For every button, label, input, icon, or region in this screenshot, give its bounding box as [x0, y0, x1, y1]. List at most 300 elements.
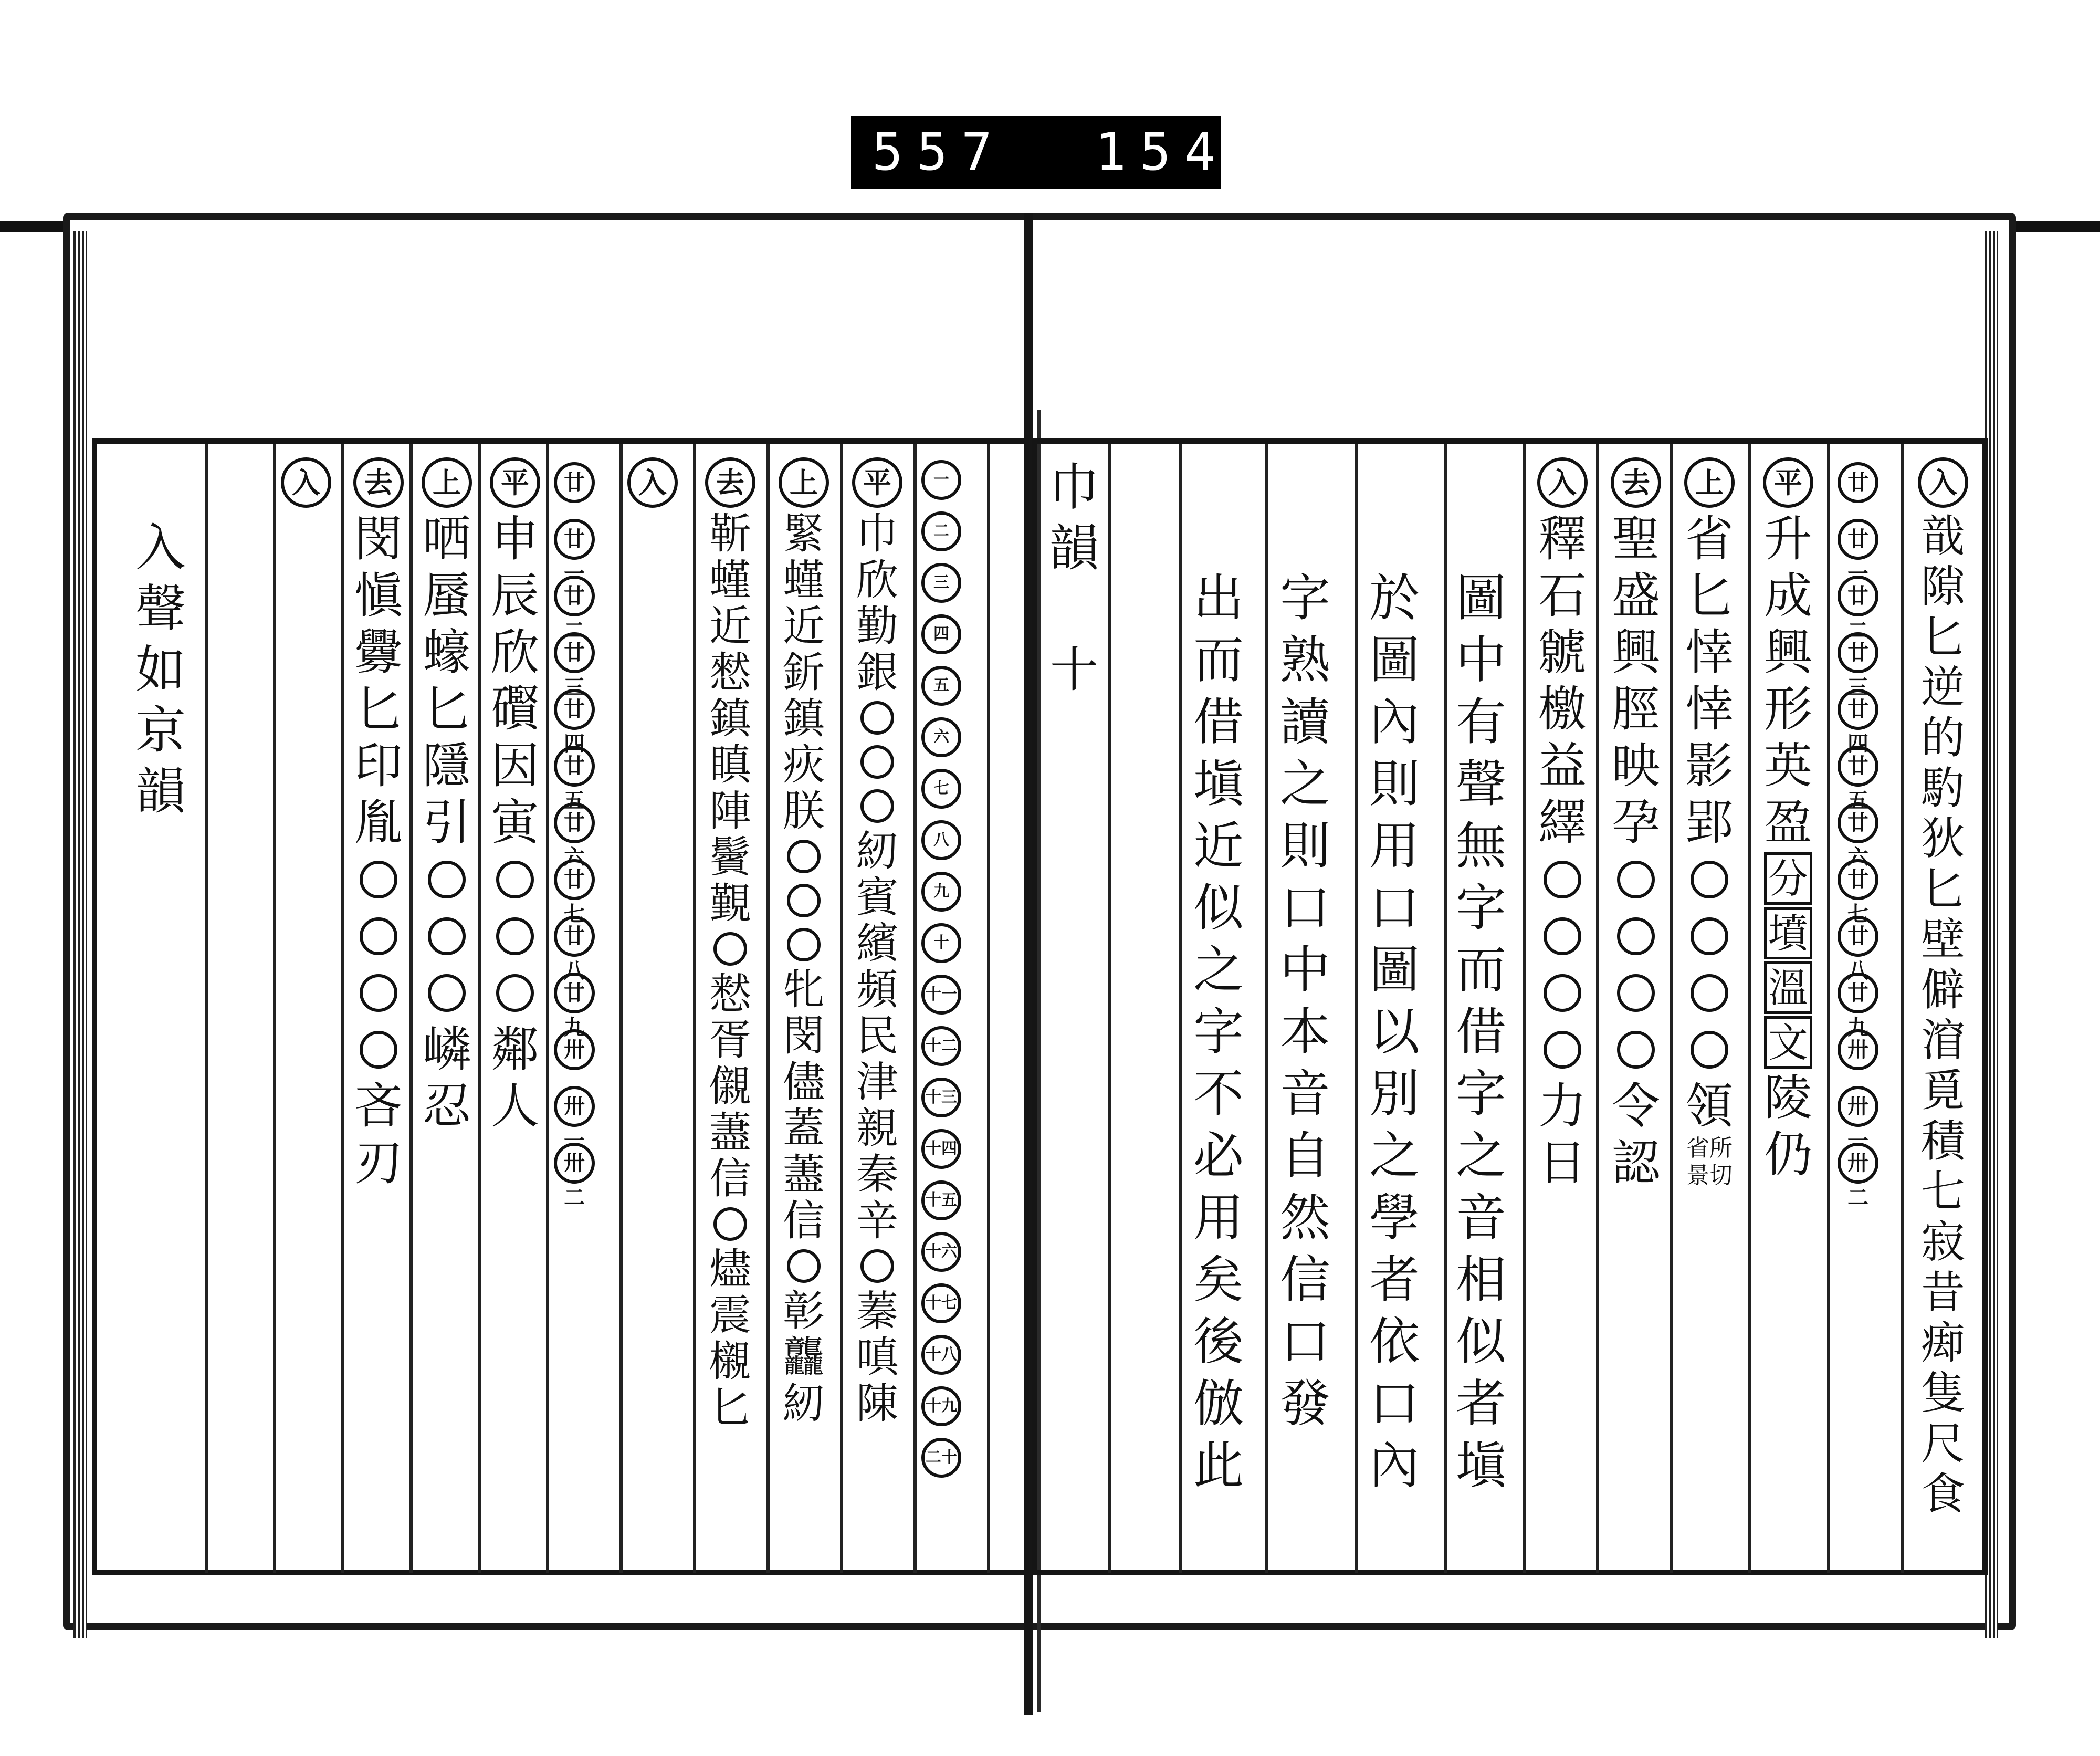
note-character: 之	[1369, 1126, 1420, 1185]
character-cell: 鎮	[709, 694, 751, 743]
character-cell: 欣	[490, 624, 539, 681]
number-circle: 十一	[921, 975, 961, 1015]
tone-marker: 去	[353, 457, 404, 508]
character-cell: 哂	[422, 511, 471, 567]
character-cell: 的	[1920, 712, 1965, 764]
archive-number-label: 557 154.	[851, 116, 1221, 189]
note-character: 本	[1280, 1002, 1330, 1061]
column-rule	[546, 444, 549, 1573]
note-character: 塡	[1456, 1436, 1506, 1495]
character-cell: 忍	[422, 1078, 471, 1134]
number-circle: 十三	[921, 1078, 961, 1117]
character-cell: 近	[709, 602, 751, 651]
note-character: 自	[1280, 1126, 1330, 1185]
character-cell: 欣	[856, 556, 898, 604]
number-circle: 十六	[921, 1232, 961, 1272]
note-character: 字	[1456, 879, 1506, 937]
character-cell: 壁	[1920, 914, 1965, 965]
number-circle: 五	[921, 666, 961, 706]
tone-marker: 去	[705, 457, 755, 508]
number-circle: 廿九	[554, 973, 595, 1013]
empty-circle	[787, 840, 821, 873]
character-cell: 賓	[856, 873, 898, 922]
empty-circle	[496, 861, 534, 898]
character-cell: 仍	[1763, 1126, 1812, 1183]
left-page-heading	[131, 517, 190, 822]
heading-character: 韻	[1049, 519, 1099, 578]
character-cell: 蓋	[783, 1104, 825, 1153]
number-circle: 廿四	[554, 689, 595, 730]
note-character: 塡	[1193, 755, 1244, 813]
character-cell: 㴭	[1920, 1015, 1965, 1066]
character-cell: 影	[1685, 738, 1734, 794]
boxed-character: 分	[1764, 852, 1812, 905]
note-character: 內	[1369, 1436, 1420, 1495]
character-cell: 朕	[783, 787, 825, 835]
note-character: 則	[1369, 755, 1420, 813]
number-circle: 廿七	[1838, 859, 1878, 900]
note-character: 而	[1193, 631, 1244, 689]
column-numbers-a	[921, 454, 961, 1483]
note-character: 內	[1369, 693, 1420, 751]
heading-character: 入	[135, 518, 186, 577]
character-cell: 升	[1763, 511, 1812, 567]
character-cell: 興	[1763, 624, 1812, 681]
character-cell: 昔	[1920, 1267, 1965, 1318]
character-cell: 慭	[709, 969, 751, 1018]
character-cell: 印	[354, 738, 403, 794]
note-character: 之	[1193, 940, 1244, 999]
character-cell: 令	[1611, 1078, 1660, 1134]
character-cell: 悻	[1685, 624, 1734, 681]
empty-circle	[360, 917, 397, 955]
character-cell: 陣	[709, 787, 751, 835]
character-cell: 因	[490, 738, 539, 794]
character-cell: 形	[1763, 681, 1812, 737]
character-cell: 鄰	[490, 1021, 539, 1078]
character-cell: 盛	[1611, 568, 1660, 624]
column-rule	[1265, 444, 1268, 1573]
character-cell: 逆	[1920, 662, 1965, 713]
column-rule	[766, 444, 770, 1573]
number-circle: 二	[921, 511, 961, 551]
column-rule	[478, 444, 481, 1573]
column-numbers-b	[554, 454, 595, 1210]
character-cell: 靳	[709, 509, 751, 558]
column-rule	[914, 444, 917, 1573]
note-character: 學	[1369, 1188, 1420, 1247]
character-cell: 匕	[422, 681, 471, 737]
character-cell: 匕	[1685, 568, 1734, 624]
character-cell: 釋	[1538, 511, 1587, 567]
note-character: 依	[1369, 1312, 1420, 1371]
column-ru-tone	[627, 454, 678, 511]
note-character: 則	[1280, 817, 1330, 875]
character-cell: 認	[1611, 1135, 1660, 1191]
note-character: 讀	[1280, 693, 1330, 751]
character-cell: 覓	[1920, 1065, 1965, 1116]
character-cell: 民	[856, 1011, 898, 1060]
tone-marker: 入	[627, 457, 678, 508]
character-cell: 匕	[1920, 863, 1965, 915]
number-circle: 七	[921, 769, 961, 809]
note-character: 熟	[1280, 631, 1330, 689]
note-column-2	[1365, 567, 1424, 1497]
note-character: 口	[1280, 879, 1330, 937]
empty-circle	[787, 884, 821, 917]
tone-marker: 入	[1537, 457, 1588, 508]
column-qu-tone	[701, 454, 760, 1431]
heading-text	[1045, 457, 1104, 579]
note-character: 別	[1369, 1064, 1420, 1123]
number-circle: 廿一	[554, 519, 595, 560]
character-cell: 蜃	[422, 568, 471, 624]
character-cell: 領	[1685, 1078, 1734, 1134]
note-character: 有	[1456, 693, 1506, 751]
character-cell: 興	[1611, 624, 1660, 681]
note-character: 矣	[1193, 1250, 1244, 1309]
tone-marker: 平	[852, 457, 902, 508]
character-cell: 食	[1920, 1468, 1965, 1520]
small-gloss: 景切	[1686, 1162, 1732, 1189]
character-cell: 勤	[856, 602, 898, 651]
column-rule	[1900, 444, 1904, 1573]
character-cell: 牝	[783, 965, 825, 1014]
empty-circle	[1617, 861, 1655, 898]
number-circle: 廿	[1838, 462, 1878, 503]
column-rule	[840, 444, 843, 1573]
column-ping-tone-2	[486, 454, 544, 1135]
character-cell: 隱	[422, 738, 471, 794]
character-cell: 信	[783, 1196, 825, 1245]
column-ru-tone-2	[1533, 454, 1592, 1191]
character-cell: 覲	[709, 879, 751, 928]
tone-marker: 上	[779, 457, 829, 508]
character-cell: 英	[1763, 738, 1812, 794]
number-circle: 廿七	[554, 859, 595, 900]
character-cell: 尺	[1920, 1418, 1965, 1469]
number-circle: 十八	[921, 1335, 961, 1375]
number-circle: 十五	[921, 1180, 961, 1220]
character-cell: 寅	[490, 795, 539, 851]
number-circle: 廿三	[1838, 632, 1878, 673]
column-rule	[1179, 444, 1182, 1573]
character-cell: 紉	[783, 1379, 825, 1428]
number-circle: 卅	[1838, 1029, 1878, 1070]
note-character: 此	[1193, 1436, 1244, 1495]
number-circle: 十七	[921, 1283, 961, 1323]
column-rule	[1748, 444, 1751, 1573]
note-character: 圖	[1369, 631, 1420, 689]
empty-circle	[1544, 974, 1581, 1012]
note-character: 音	[1456, 1188, 1506, 1247]
note-character: 圖	[1456, 569, 1506, 628]
tone-marker: 入	[281, 457, 331, 508]
note-character: 後	[1193, 1312, 1244, 1371]
character-cell: 陵	[1763, 1070, 1812, 1126]
tone-marker: 上	[422, 457, 472, 508]
character-cell: 石	[1538, 568, 1587, 624]
character-cell: 力	[1538, 1078, 1587, 1134]
tone-marker: 上	[1684, 457, 1735, 508]
character-cell: 親	[856, 1104, 898, 1153]
number-circle: 六	[921, 717, 961, 757]
character-cell: 信	[709, 1154, 751, 1203]
empty-circle	[1690, 917, 1728, 955]
boxed-character: 文	[1764, 1016, 1812, 1069]
note-character: 口	[1280, 1312, 1330, 1371]
character-cell: 盈	[1763, 795, 1812, 851]
character-cell: 悻	[1685, 681, 1734, 737]
character-cell: 嗔	[856, 1333, 898, 1382]
note-column-1	[1452, 567, 1510, 1497]
note-character: 以	[1369, 1002, 1420, 1061]
note-character: 口	[1369, 879, 1420, 937]
character-cell: 映	[1611, 738, 1660, 794]
character-cell: 銀	[856, 648, 898, 697]
page-number: 十	[1049, 642, 1098, 698]
empty-circle	[496, 974, 534, 1012]
empty-circle	[860, 789, 894, 823]
character-cell: 檄	[1538, 681, 1587, 737]
column-rule	[273, 444, 276, 1573]
character-cell: 秦	[856, 1150, 898, 1199]
number-circle: 十二	[921, 1026, 961, 1066]
number-circle: 十四	[921, 1129, 961, 1169]
small-gloss: 省所	[1686, 1135, 1732, 1162]
number-circle: 廿八	[554, 916, 595, 957]
character-cell: 蓁	[856, 1287, 898, 1335]
character-cell: 胥	[709, 1016, 751, 1064]
note-character: 而	[1456, 940, 1506, 999]
note-character: 字	[1456, 1064, 1506, 1123]
column-rule	[205, 444, 208, 1573]
note-character: 者	[1369, 1250, 1420, 1309]
character-cell: 馰	[1920, 762, 1965, 814]
column-rule	[1596, 444, 1599, 1573]
character-cell: 人	[490, 1078, 539, 1134]
character-cell: 鬢	[709, 833, 751, 882]
character-cell: 省	[1685, 511, 1734, 567]
number-circle: 廿六	[1838, 802, 1878, 843]
boxed-character: 溫	[1764, 961, 1812, 1014]
empty-circle	[496, 917, 534, 955]
note-column-4	[1189, 567, 1248, 1497]
empty-circle	[360, 974, 397, 1012]
character-cell: 繹	[1538, 795, 1587, 851]
character-cell: 愼	[354, 568, 403, 624]
character-cell: 郢	[1685, 795, 1734, 851]
number-circle: 十九	[921, 1386, 961, 1426]
heading-character: 聲	[135, 579, 186, 638]
number-circle: 一	[921, 460, 961, 500]
note-column-3	[1276, 567, 1335, 1435]
empty-circle	[1617, 974, 1655, 1012]
character-cell: 陳	[856, 1379, 898, 1428]
note-character: 似	[1456, 1312, 1506, 1371]
column-ru-tone	[1914, 454, 1972, 1519]
character-cell: 龘	[783, 1333, 825, 1382]
note-character: 中	[1456, 631, 1506, 689]
character-cell: 隻	[1920, 1367, 1965, 1419]
column-rule	[1522, 444, 1526, 1573]
column-ru-tone-3	[281, 454, 331, 511]
tone-marker: 平	[1763, 457, 1813, 508]
note-character: 者	[1456, 1374, 1506, 1433]
note-character: 用	[1193, 1188, 1244, 1247]
character-cell: 寂	[1920, 1216, 1965, 1268]
character-cell: 辛	[856, 1196, 898, 1245]
character-cell: 嶙	[422, 1021, 471, 1078]
note-character: 似	[1193, 879, 1244, 937]
empty-circle	[360, 861, 397, 898]
number-circle: 卅二	[554, 1143, 595, 1184]
empty-circle	[787, 928, 821, 961]
empty-circle	[860, 701, 894, 735]
character-cell: 憖	[709, 648, 751, 697]
empty-circle	[1544, 861, 1581, 898]
column-rule	[987, 444, 990, 1573]
number-circle: 廿九	[1838, 973, 1878, 1013]
empty-circle	[787, 1249, 821, 1283]
note-character: 倣	[1193, 1374, 1244, 1433]
note-character: 之	[1456, 1126, 1506, 1185]
column-rule	[693, 444, 696, 1573]
empty-circle	[860, 745, 894, 779]
boxed-character: 墳	[1764, 907, 1812, 959]
character-cell: 紉	[856, 827, 898, 875]
empty-circle	[1544, 1031, 1581, 1069]
character-cell: 辰	[490, 568, 539, 624]
character-cell: 閔	[354, 511, 403, 567]
character-cell: 近	[783, 602, 825, 651]
character-cell: 戠	[1920, 510, 1965, 562]
character-cell: 繽	[856, 919, 898, 968]
character-cell: 申	[490, 511, 539, 567]
note-character: 出	[1193, 569, 1244, 628]
column-shang-tone-2	[417, 454, 476, 1135]
number-circle: 二十	[921, 1438, 961, 1478]
character-cell: 虩	[1538, 624, 1587, 681]
empty-circle	[428, 917, 466, 955]
character-cell: 積	[1920, 1115, 1965, 1167]
empty-circle	[428, 861, 466, 898]
character-cell: 儘	[783, 1058, 825, 1106]
column-rule	[620, 444, 623, 1573]
character-cell: 津	[856, 1058, 898, 1106]
number-circle: 廿二	[554, 576, 595, 616]
character-cell: 震	[709, 1291, 751, 1340]
character-cell: 藎	[783, 1150, 825, 1199]
tone-marker: 入	[1918, 457, 1968, 508]
note-character: 不	[1193, 1064, 1244, 1123]
character-cell: 螼	[783, 556, 825, 604]
character-cell: 益	[1538, 738, 1587, 794]
empty-circle	[1544, 917, 1581, 955]
number-circle: 廿五	[1838, 746, 1878, 787]
column-rule	[341, 444, 344, 1573]
column-ping-tone	[1759, 454, 1818, 1183]
empty-circle	[1690, 861, 1728, 898]
empty-circle	[1617, 1031, 1655, 1069]
column-rule	[1354, 444, 1358, 1573]
number-circle: 四	[921, 614, 961, 654]
heading-character: 韻	[135, 762, 186, 821]
empty-circle	[1690, 974, 1728, 1012]
note-character: 信	[1280, 1250, 1330, 1309]
note-character: 聲	[1456, 755, 1506, 813]
column-qu-tone-2	[349, 454, 408, 1191]
number-circle: 廿四	[1838, 689, 1878, 730]
number-circle: 廿五	[554, 746, 595, 787]
heading-text	[131, 517, 190, 822]
number-circle: 廿一	[1838, 519, 1878, 560]
character-cell: 頻	[856, 965, 898, 1014]
character-cell: 巾	[856, 509, 898, 558]
column-shang-tone	[774, 454, 833, 1427]
character-cell: 瞋	[709, 740, 751, 789]
number-circle: 十	[921, 923, 961, 963]
character-cell: 㾡	[1920, 1317, 1965, 1368]
note-character: 音	[1280, 1064, 1330, 1123]
character-cell: 聖	[1611, 511, 1660, 567]
empty-circle	[428, 974, 466, 1012]
column-rule	[410, 444, 413, 1573]
column-shang-tone	[1680, 454, 1739, 1189]
character-cell: 隙	[1920, 561, 1965, 612]
heading-character: 巾	[1049, 458, 1099, 517]
heading-character: 京	[135, 701, 186, 760]
column-qu-tone	[1606, 454, 1665, 1191]
character-cell: 礥	[490, 681, 539, 737]
tone-marker: 去	[1611, 457, 1661, 508]
empty-circle	[713, 932, 747, 966]
note-character: 借	[1456, 1002, 1506, 1061]
character-cell: 脛	[1611, 681, 1660, 737]
character-cell: 螼	[709, 556, 751, 604]
character-cell: 燼	[709, 1245, 751, 1293]
number-circle: 八	[921, 820, 961, 860]
number-circle: 卅二	[1838, 1143, 1878, 1184]
character-cell: 日	[1538, 1135, 1587, 1191]
note-character: 然	[1280, 1188, 1330, 1247]
character-cell: 成	[1763, 568, 1812, 624]
number-circle: 九	[921, 872, 961, 912]
note-character: 必	[1193, 1126, 1244, 1185]
number-circle: 卅一	[1838, 1086, 1878, 1127]
character-cell: 孕	[1611, 795, 1660, 851]
note-character: 發	[1280, 1374, 1330, 1433]
empty-circle	[1617, 917, 1655, 955]
note-character: 於	[1369, 569, 1420, 628]
note-character: 借	[1193, 693, 1244, 751]
character-cell: 疢	[783, 740, 825, 789]
note-character: 之	[1280, 755, 1330, 813]
character-cell: 胤	[354, 795, 403, 851]
number-circle: 卅一	[554, 1086, 595, 1127]
note-character: 用	[1369, 817, 1420, 875]
right-page-heading	[1045, 457, 1104, 698]
note-character: 相	[1456, 1250, 1506, 1309]
note-character: 無	[1456, 817, 1506, 875]
note-character: 字	[1280, 569, 1330, 628]
character-cell: 引	[422, 795, 471, 851]
character-cell: 匕	[1920, 611, 1965, 663]
empty-circle	[360, 1031, 397, 1069]
column-ping-tone	[848, 454, 907, 1427]
column-rule	[1827, 444, 1830, 1573]
note-character: 口	[1369, 1374, 1420, 1433]
